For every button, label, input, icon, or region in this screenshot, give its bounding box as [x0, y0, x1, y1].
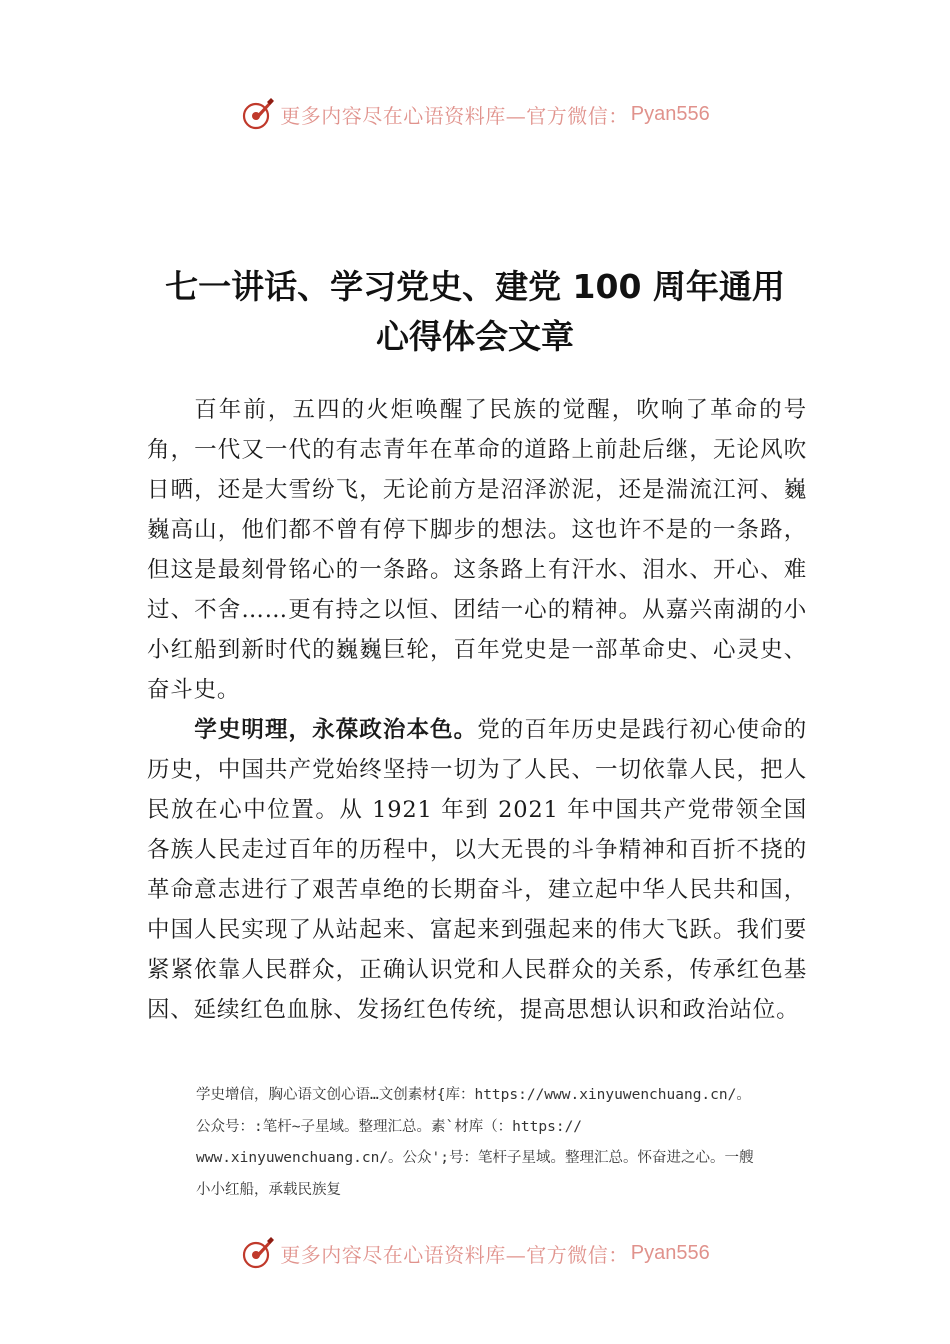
footnote-line-4: 小小红船，承载民族复 [196, 1181, 341, 1198]
footnote-line-3: www.xinyuwenchuang.cn/。公众';号：笔杆子星域。整理汇总。怀奋进之心。一艘 [196, 1150, 754, 1166]
title-line-1: 七一讲话、学习党史、建党 100 周年通用 [165, 267, 785, 306]
footnote-line-2: 公众号：:笔杆~子星域。整理汇总。素`材库（：https:// [196, 1118, 583, 1135]
wechat-id: Pyan556 [630, 1241, 710, 1264]
wechat-id: Pyan556 [630, 102, 710, 125]
footer-banner [0, 1233, 950, 1273]
quill-pen-circle-icon [240, 1235, 276, 1271]
paragraph-2 [147, 710, 807, 1030]
banner-text: 更多内容尽在心语资料库—官方微信： [280, 1242, 629, 1267]
quill-pen-circle-icon [240, 96, 276, 132]
header-banner [0, 94, 950, 134]
paragraph-2-lead: 学史明理，永葆政治本色。 [194, 717, 478, 743]
footnote-line-1: 学史增信，胸心语文创心语…文创素材{库：https://www.xinyuwenchuang.cn/。 [196, 1087, 751, 1103]
article-title [100, 262, 850, 362]
paragraph-2-body: 党的百年历史是践行初心使命的历史，中国共产党始终坚持一切为了人民、一切依靠人民，把人民放在心中位置。从 1921 年到 2021 年中国共产党带领全国各族人民走过百年的历程中，以大无畏的斗争精神和百折不挠的革命意志进行了艰苦卓绝的长期奋斗，建立起中华人民共和国，中国人民实现了从站起来、富起来到强起来的伟大飞跃。我们要紧紧依靠人民群众，正确认识党和人民群众的关系，传承红色基因、延续红色血脉、发扬红色传统，提高思想认识和政治站位。 [147, 717, 807, 1023]
footnote [196, 1080, 836, 1206]
paragraph-1: 百年前，五四的火炬唤醒了民族的觉醒，吹响了革命的号角，一代又一代的有志青年在革命的道路上前赴后继，无论风吹日晒，还是大雪纷飞，无论前方是沼泽淤泥，还是湍流江河、巍巍高山，他们都不曾有停下脚步的想法。这也许不是的一条路，但这是最刻骨铭心的一条路。这条路上有汗水、泪水、开心、难过、不舍……更有持之以恒、团结一心的精神。从嘉兴南湖的小小红船到新时代的巍巍巨轮，百年党史是一部革命史、心灵史、奋斗史。 [147, 397, 807, 703]
banner-text: 更多内容尽在心语资料库—官方微信： [280, 103, 629, 128]
article-body [147, 390, 807, 1030]
title-line-2: 心得体会文章 [376, 317, 574, 356]
